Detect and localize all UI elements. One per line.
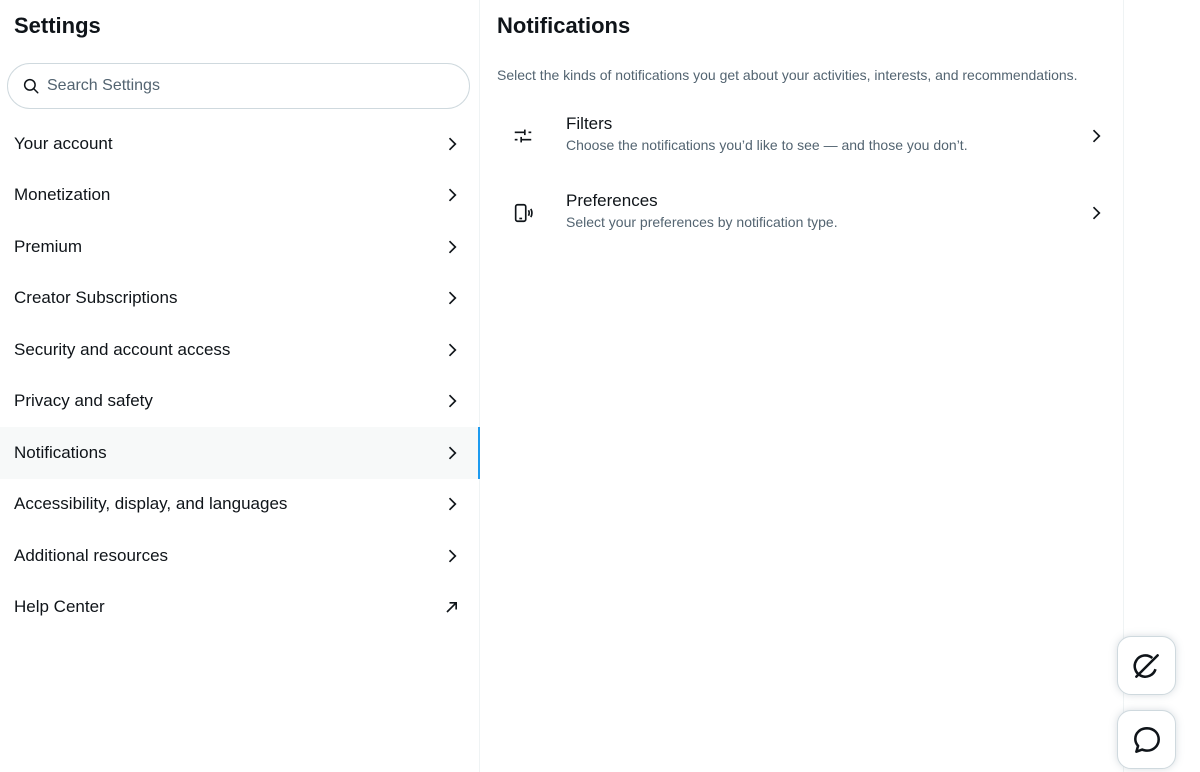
menu-item-label: Your account [14,133,113,153]
menu-item-your-account[interactable] [0,118,480,170]
menu-item-label: Monetization [14,185,111,205]
menu-item-label: Premium [14,236,83,256]
settings-menu [0,118,480,633]
menu-item-additional-resources[interactable] [0,530,480,582]
search-icon [22,77,40,95]
sliders-icon [512,125,534,147]
option-title: Preferences [566,191,658,210]
chevron-right-icon [442,546,462,566]
menu-item-premium[interactable] [0,221,480,273]
option-subtitle: Select your preferences by notification type. [566,214,838,230]
menu-item-label: Security and account access [14,339,231,359]
menu-item-privacy[interactable] [0,376,480,428]
grok-icon [1130,649,1164,683]
settings-title: Settings [14,13,101,38]
menu-item-accessibility[interactable] [0,479,480,531]
chevron-right-icon [442,237,462,257]
menu-item-label: Accessibility, display, and languages [14,494,288,514]
chevron-right-icon [442,185,462,205]
messages-button[interactable] [1117,710,1176,769]
menu-item-help-center[interactable] [0,582,480,634]
chevron-right-icon [442,391,462,411]
settings-sidebar [0,0,480,772]
chat-bubble-icon [1130,723,1164,757]
chevron-right-icon [1086,203,1106,223]
chevron-right-icon [442,340,462,360]
page-title: Notifications [497,13,631,38]
option-title: Filters [566,114,613,133]
search-box[interactable] [7,63,470,109]
menu-item-label: Privacy and safety [14,391,153,411]
page-description: Select the kinds of notifications you get about your activities, interests, and recommendations. [497,67,1078,83]
chevron-right-icon [442,443,462,463]
chevron-right-icon [442,288,462,308]
menu-item-monetization[interactable] [0,170,480,222]
menu-item-notifications[interactable] [0,427,480,479]
menu-item-label: Additional resources [14,545,169,565]
preferences-option[interactable] [480,177,1124,249]
filters-option[interactable] [480,100,1124,172]
chevron-right-icon [1086,126,1106,146]
menu-item-label: Notifications [14,442,107,462]
menu-item-label: Help Center [14,597,105,617]
chevron-right-icon [442,494,462,514]
menu-item-security[interactable] [0,324,480,376]
option-subtitle: Choose the notifications you’d like to see — and those you don’t. [566,137,968,153]
menu-item-label: Creator Subscriptions [14,288,178,308]
phone-vibrate-icon [512,202,534,224]
external-link-arrow-icon [442,597,462,617]
notifications-panel [480,0,1124,772]
grok-button[interactable] [1117,636,1176,695]
menu-item-creator-subscriptions[interactable] [0,273,480,325]
chevron-right-icon [442,134,462,154]
search-input[interactable] [47,77,427,95]
